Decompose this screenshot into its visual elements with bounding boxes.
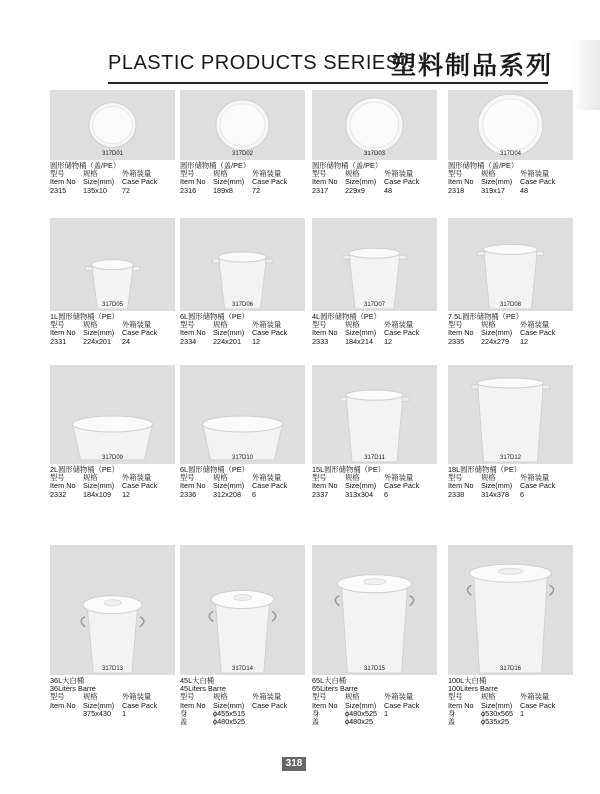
header-row-cn: 型号 规格 外箱装量 xyxy=(180,692,282,702)
product-photo xyxy=(312,365,437,464)
product-name-cn: 4L圆形储物桶（PE） xyxy=(312,312,381,321)
spec-row: 2335 224x279 12 xyxy=(448,336,529,346)
product-code: 317D05 xyxy=(101,302,124,308)
bucket-rim xyxy=(92,260,134,270)
header-row-en: Item No Size(mm) Case Pack xyxy=(50,328,158,338)
basin-rim xyxy=(203,416,283,432)
spec-row: 2315 135x10 72 xyxy=(50,185,131,195)
header-row-en: Item No Size(mm) Case Pack xyxy=(180,700,288,710)
bucket-body xyxy=(346,395,403,462)
product-card xyxy=(448,365,583,525)
bucket-handle-right xyxy=(266,259,273,263)
product-card xyxy=(312,365,447,525)
bucket-rim xyxy=(349,248,400,258)
bucket-rim xyxy=(478,378,544,388)
product-name-en: 100Liters Barre xyxy=(448,684,498,694)
bucket-handle-right xyxy=(543,385,550,389)
basin-rim xyxy=(73,416,153,432)
product-info xyxy=(50,162,185,195)
spec-row-lid: 盖 ϕ480x525 xyxy=(180,716,246,726)
header-row-cn: 型号 规格 外箱装量 xyxy=(312,169,414,179)
spec-row: 2338 314x378 6 xyxy=(448,489,525,499)
product-name-cn: 圆形储物桶（盖/PE） xyxy=(312,161,383,170)
lid-inner-ring xyxy=(93,106,133,144)
product-name-en: 65Liters Barre xyxy=(312,684,358,694)
bucket-body xyxy=(484,249,538,309)
product-photo xyxy=(180,90,305,160)
product-info xyxy=(50,677,185,718)
header-row-en: Item No Size(mm) Case Pack xyxy=(50,177,158,187)
product-name-en: 45Liters Barre xyxy=(180,684,226,694)
bucket-handle-left xyxy=(213,259,220,263)
bucket-body xyxy=(349,253,400,309)
product-code: 317D16 xyxy=(499,666,522,672)
spec-row: 2332 184x109 12 xyxy=(50,489,131,499)
header-row-cn: 型号 规格 外箱装量 xyxy=(312,320,414,330)
product-name-cn: 2L圆形储物桶（PE） xyxy=(50,465,119,474)
spec-row-body: 身 ϕ480x525 1 xyxy=(312,708,389,718)
product-name-cn: 36L大白桶 xyxy=(50,676,85,685)
bucket-handle-left xyxy=(478,251,485,255)
lid-inner-ring xyxy=(350,102,399,148)
product-info xyxy=(312,313,447,346)
barrel-lid-hub xyxy=(233,595,251,601)
product-code: 317D06 xyxy=(231,302,254,308)
spec-row-lid: 盖 ϕ535x25 xyxy=(448,716,510,726)
product-info xyxy=(180,466,315,499)
product-photo xyxy=(50,218,175,311)
product-info xyxy=(50,313,185,346)
header-row-cn: 型号 规格 外箱装量 xyxy=(50,320,152,330)
header-row-en: Item No Size(mm) Case Pack xyxy=(180,328,288,338)
product-card xyxy=(448,218,583,378)
product-card xyxy=(180,545,315,726)
product-name-cn: 圆形储物桶（盖/PE） xyxy=(448,161,519,170)
product-photo xyxy=(312,545,437,675)
header-row-cn: 型号 规格 外箱装量 xyxy=(180,473,282,483)
product-info xyxy=(312,466,447,499)
spec-row: 2331 224x201 24 xyxy=(50,336,131,346)
product-info xyxy=(180,677,315,726)
page-header xyxy=(108,46,553,82)
spec-row: 2334 224x201 12 xyxy=(180,336,261,346)
barrel-handle-left xyxy=(209,612,213,622)
product-info xyxy=(50,466,185,499)
header-row-cn: 型号 规格 外箱装量 xyxy=(180,320,282,330)
spec-row-body: 身 ϕ455x515 xyxy=(180,708,246,718)
header-row-cn: 型号 规格 外箱装量 xyxy=(50,169,152,179)
product-info xyxy=(448,313,583,346)
spec-row: 2316 189x8 72 xyxy=(180,185,261,195)
header-row-en: Item No Size(mm) Case Pack xyxy=(448,700,556,710)
header-row-cn: 型号 规格 外箱装量 xyxy=(448,169,550,179)
product-photo xyxy=(180,545,305,675)
barrel-handle-left xyxy=(467,585,471,595)
product-photo xyxy=(448,90,573,160)
product-card xyxy=(312,545,447,726)
product-card xyxy=(180,218,315,378)
product-code: 317D03 xyxy=(363,151,386,157)
product-photo xyxy=(448,545,573,675)
bucket-handle-left xyxy=(86,267,93,271)
spec-row: 2336 312x208 6 xyxy=(180,489,257,499)
product-code: 317D14 xyxy=(231,666,254,672)
header-row-cn: 型号 规格 外箱装量 xyxy=(448,473,550,483)
product-info xyxy=(448,466,583,499)
product-photo xyxy=(180,218,305,311)
bucket-handle-right xyxy=(399,255,406,259)
product-info xyxy=(312,677,447,726)
header-row-cn: 型号 规格 外箱装量 xyxy=(312,692,414,702)
header-row-en: Item No Size(mm) Case Pack xyxy=(50,481,158,491)
product-info xyxy=(448,162,583,195)
product-code: 317D15 xyxy=(363,666,386,672)
product-code: 317D01 xyxy=(101,151,124,157)
spec-row: 2337 313x304 6 xyxy=(312,489,389,499)
header-row-en: Item No Size(mm) Case Pack xyxy=(312,177,420,187)
product-photo xyxy=(448,218,573,311)
title-underline xyxy=(108,82,548,84)
header-row-en: Item No Size(mm) Case Pack xyxy=(448,177,556,187)
product-card xyxy=(312,218,447,378)
header-row-en: Item No Size(mm) Case Pack xyxy=(448,481,556,491)
bucket-handle-left xyxy=(340,397,347,401)
header-row-cn: 型号 规格 外箱装量 xyxy=(50,692,152,702)
header-row-en: Item No Size(mm) Case Pack xyxy=(180,481,288,491)
product-info xyxy=(180,313,315,346)
product-code: 317D13 xyxy=(101,666,124,672)
product-code: 317D08 xyxy=(499,302,522,308)
spec-row: 2333 184x214 12 xyxy=(312,336,393,346)
product-code: 317D09 xyxy=(101,455,124,461)
bucket-rim xyxy=(484,244,538,254)
product-name-en: 36Liters Barre xyxy=(50,684,96,694)
header-row-cn: 型号 规格 外箱装量 xyxy=(448,320,550,330)
header-row-en: Item No Size(mm) Case Pack xyxy=(312,700,420,710)
barrel-lid-hub xyxy=(363,579,385,585)
spec-row: 2317 229x9 48 xyxy=(312,185,393,195)
product-name-cn: 1L圆形储物桶（PE） xyxy=(50,312,119,321)
product-info xyxy=(448,677,583,726)
bucket-handle-right xyxy=(537,251,544,255)
header-row-cn: 型号 规格 外箱装量 xyxy=(448,692,550,702)
product-code: 317D12 xyxy=(499,455,522,461)
product-code: 317D10 xyxy=(231,455,254,461)
product-name-cn: 6L圆形储物桶（PE） xyxy=(180,312,249,321)
barrel-handle-right xyxy=(410,596,414,606)
barrel-body xyxy=(341,584,407,673)
product-card xyxy=(50,218,185,378)
barrel-lid-hub xyxy=(104,600,121,606)
barrel-body xyxy=(473,573,547,673)
product-info xyxy=(180,162,315,195)
bucket-handle-left xyxy=(343,255,350,259)
barrel-handle-right xyxy=(550,585,554,595)
spec-row: 2318 319x17 48 xyxy=(448,185,529,195)
spec-row-lid: 盖 ϕ480x25 xyxy=(312,716,374,726)
product-name-cn: 7.5L圆形储物桶（PE） xyxy=(448,312,524,321)
product-photo xyxy=(50,90,175,160)
bucket-handle-right xyxy=(133,267,140,271)
product-name-cn: 15L圆形储物桶（PE） xyxy=(312,465,385,474)
header-row-en: Item No Size(mm) Case Pack xyxy=(180,177,288,187)
bucket-handle-right xyxy=(402,397,409,401)
header-row-en: Item No Size(mm) Case Pack xyxy=(50,700,158,710)
product-photo xyxy=(50,365,175,464)
header-row-cn: 型号 规格 外箱装量 xyxy=(312,473,414,483)
product-name-cn: 6L圆形储物桶（PE） xyxy=(180,465,249,474)
barrel-handle-left xyxy=(335,596,339,606)
bucket-handle-left xyxy=(472,385,479,389)
bucket-rim xyxy=(346,390,403,400)
product-info xyxy=(312,162,447,195)
header-row-cn: 型号 规格 外箱装量 xyxy=(50,473,152,483)
product-name-cn: 65L大白桶 xyxy=(312,676,347,685)
product-name-cn: 45L大白桶 xyxy=(180,676,215,685)
barrel-body xyxy=(215,600,270,674)
barrel-handle-right xyxy=(272,612,276,622)
header-row-en: Item No Size(mm) Case Pack xyxy=(312,481,420,491)
header-row-cn: 型号 规格 外箱装量 xyxy=(180,169,282,179)
product-code: 317D07 xyxy=(363,302,386,308)
product-photo xyxy=(180,365,305,464)
product-photo xyxy=(448,365,573,464)
product-code: 317D11 xyxy=(364,455,385,461)
lid-inner-ring xyxy=(483,99,538,151)
bucket-body xyxy=(478,383,544,462)
barrel-handle-left xyxy=(81,617,85,627)
product-name-cn: 18L圆形储物桶（PE） xyxy=(448,465,521,474)
product-photo xyxy=(312,90,437,160)
spec-row: 375x430 1 xyxy=(83,708,127,718)
title-english: PLASTIC PRODUCTS SERIES xyxy=(108,52,400,74)
product-name-cn: 圆形储物桶（盖/PE） xyxy=(50,161,121,170)
product-card xyxy=(50,545,185,718)
header-row-en: Item No Size(mm) Case Pack xyxy=(312,328,420,338)
header-row-en: Item No Size(mm) Case Pack xyxy=(448,328,556,338)
product-code: 317D04 xyxy=(499,151,522,157)
product-card xyxy=(180,365,315,525)
product-photo xyxy=(312,218,437,311)
barrel-lid-hub xyxy=(498,568,523,574)
product-photo xyxy=(50,545,175,675)
bucket-rim xyxy=(219,252,267,262)
barrel-handle-right xyxy=(140,617,144,627)
title-chinese: 塑料制品系列 xyxy=(391,52,554,80)
product-code: 317D02 xyxy=(231,151,254,157)
product-name-cn: 100L大白桶 xyxy=(448,676,487,685)
product-card xyxy=(448,545,583,726)
product-name-cn: 圆形储物桶（盖/PE） xyxy=(180,161,251,170)
spec-row-body: 身 ϕ530x565 1 xyxy=(448,708,525,718)
lid-inner-ring xyxy=(220,104,265,146)
barrel-body xyxy=(87,605,138,673)
page-number: 318 xyxy=(282,757,306,771)
product-card xyxy=(50,365,185,525)
